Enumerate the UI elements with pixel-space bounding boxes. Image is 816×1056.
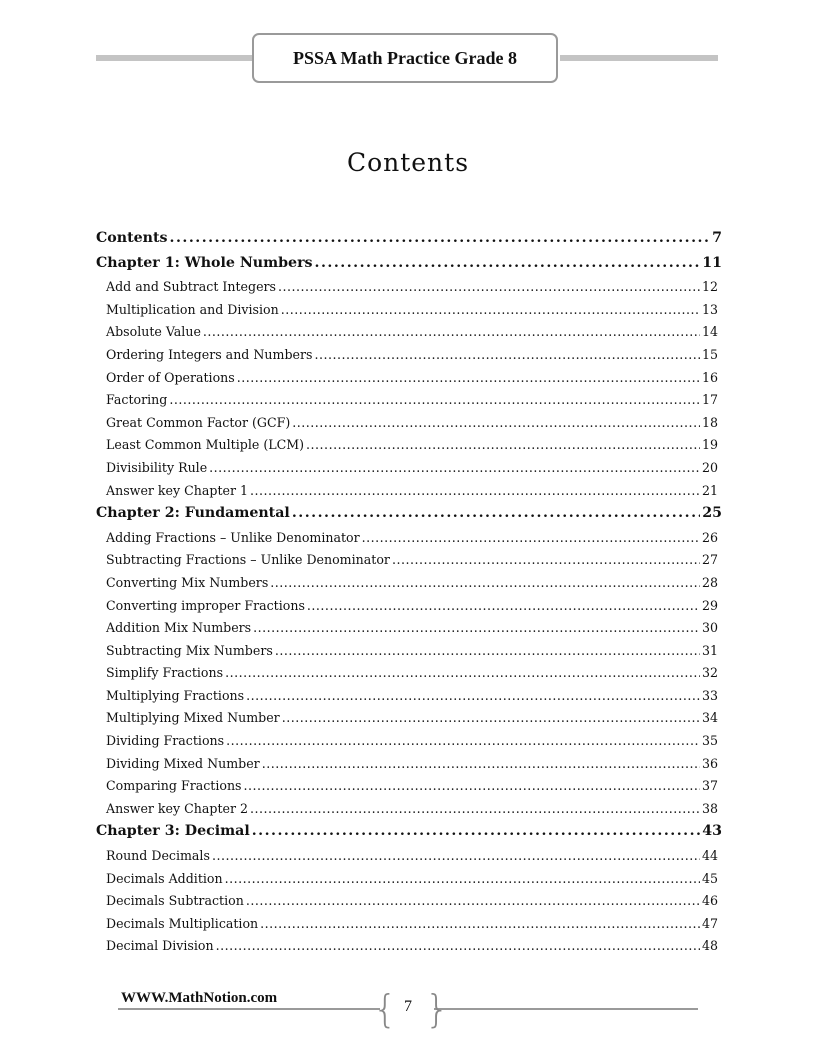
toc-entry-label: Absolute Value — [106, 324, 201, 340]
toc-entry[interactable] — [96, 801, 722, 824]
toc-entry-page: 14 — [701, 324, 718, 340]
footer-rule-right — [434, 1008, 698, 1010]
toc-entry[interactable] — [96, 938, 722, 961]
toc-dot-leader — [246, 688, 700, 703]
toc-entry-label: Order of Operations — [106, 369, 235, 385]
toc-dot-leader — [314, 347, 700, 362]
toc-entry-label: Decimals Multiplication — [106, 915, 259, 931]
left-brace-icon: { — [373, 987, 398, 1031]
toc-entry-label: Subtracting Mix Numbers — [106, 642, 273, 658]
toc-dot-leader — [252, 823, 701, 839]
toc-entry[interactable] — [96, 916, 722, 939]
toc-entry-page: 18 — [701, 414, 718, 430]
toc-entry-label: Dividing Fractions — [106, 733, 225, 749]
toc-entry-page: 37 — [701, 778, 718, 794]
toc-entry[interactable] — [96, 552, 722, 575]
toc-entry-label: Subtracting Fractions – Unlike Denominator — [106, 552, 390, 568]
toc-entry-page: 36 — [701, 755, 718, 771]
toc-dot-leader — [253, 620, 700, 635]
toc-dot-leader — [275, 643, 700, 658]
toc-entry-page: 31 — [701, 642, 718, 658]
toc-dot-leader — [292, 415, 700, 430]
toc-entry-page: 15 — [701, 346, 718, 362]
toc-entry-page: 32 — [701, 665, 718, 681]
toc-dot-leader — [282, 710, 700, 725]
toc-entry[interactable] — [96, 415, 722, 438]
toc-entry-page: 12 — [701, 279, 718, 295]
toc-entry-label: Ordering Integers and Numbers — [106, 346, 313, 362]
toc-dot-leader — [392, 552, 700, 567]
header-rule-left — [96, 55, 252, 61]
toc-entry-page: 47 — [701, 915, 718, 931]
toc-entry-page: 38 — [701, 800, 718, 816]
toc-entry[interactable] — [96, 756, 722, 779]
toc-entry-page: 28 — [701, 574, 718, 590]
toc-chapter-entry[interactable] — [96, 505, 722, 530]
right-brace-icon: } — [425, 987, 450, 1031]
toc-chapter-entry[interactable] — [96, 823, 722, 848]
toc-entry[interactable] — [96, 437, 722, 460]
toc-entry-label: Converting improper Fractions — [106, 597, 305, 613]
toc-entry[interactable] — [96, 620, 722, 643]
footer-website: WWW.MathNotion.com — [121, 990, 278, 1006]
toc-dot-leader — [362, 530, 700, 545]
toc-entry-page: 13 — [701, 301, 718, 317]
toc-entry-label: Round Decimals — [106, 848, 210, 864]
toc-entry-label: Answer key Chapter 1 — [106, 482, 248, 498]
page-number: 7 — [404, 998, 412, 1015]
page-title: Contents — [346, 148, 470, 177]
toc-dot-leader — [278, 279, 700, 294]
toc-entry-page: 19 — [701, 437, 718, 453]
toc-entry-page: 16 — [701, 369, 718, 385]
toc-dot-leader — [244, 778, 700, 793]
toc-entry-label: Divisibility Rule — [106, 459, 208, 475]
toc-dot-leader — [306, 437, 700, 452]
toc-entry-label: Contents — [96, 230, 168, 246]
toc-entry-label: Dividing Mixed Number — [106, 755, 260, 771]
toc-entry-label: Adding Fractions – Unlike Denominator — [106, 529, 360, 545]
toc-entry[interactable] — [96, 530, 722, 553]
toc-entry-label: Chapter 2: Fundamental — [96, 505, 290, 522]
toc-entry[interactable] — [96, 893, 722, 916]
toc-entry-label: Chapter 3: Decimal — [96, 823, 250, 840]
toc-entry-page: 26 — [701, 529, 718, 545]
toc-entry-page: 48 — [701, 938, 718, 954]
toc-dot-leader — [216, 938, 700, 953]
toc-entry-label: Addition Mix Numbers — [106, 620, 252, 636]
toc-entry-page: 11 — [702, 254, 722, 271]
toc-dot-leader — [212, 848, 700, 863]
toc-entry[interactable] — [96, 733, 722, 756]
toc-entry-page: 20 — [701, 459, 718, 475]
toc-entry-label: Decimals Subtraction — [106, 893, 244, 909]
toc-entry-label: Comparing Fractions — [106, 778, 242, 794]
toc-entry-label: Least Common Multiple (LCM) — [106, 437, 305, 453]
toc-entry[interactable] — [96, 483, 722, 506]
toc-chapter-entry[interactable] — [96, 230, 722, 255]
header-title: PSSA Math Practice Grade 8 — [252, 33, 558, 83]
toc-entry-label: Great Common Factor (GCF) — [106, 414, 291, 430]
toc-entry-page: 46 — [701, 893, 718, 909]
toc-dot-leader — [203, 324, 700, 339]
toc-entry-page: 30 — [701, 620, 718, 636]
toc-dot-leader — [237, 370, 700, 385]
toc-dot-leader — [250, 483, 700, 498]
toc-entry-label: Decimals Addition — [106, 870, 223, 886]
toc-entry-page: 21 — [701, 482, 718, 498]
toc-entry-page: 25 — [702, 505, 722, 522]
toc-entry-label: Simplify Fractions — [106, 665, 224, 681]
toc-dot-leader — [169, 392, 700, 407]
toc-entry-page: 17 — [701, 392, 718, 408]
toc-entry-label: Multiplying Fractions — [106, 687, 245, 703]
toc-entry[interactable] — [96, 710, 722, 733]
toc-dot-leader — [292, 505, 700, 521]
toc-entry[interactable] — [96, 347, 722, 370]
toc-entry[interactable] — [96, 665, 722, 688]
toc-entry[interactable] — [96, 598, 722, 621]
header-rule-right — [560, 55, 718, 61]
toc-entry-page: 44 — [701, 848, 718, 864]
toc-entry-label: Chapter 1: Whole Numbers — [96, 254, 313, 271]
toc-entry[interactable] — [96, 460, 722, 483]
toc-entry-label: Factoring — [106, 392, 168, 408]
toc-dot-leader — [246, 893, 700, 908]
toc-entry-page: 34 — [701, 710, 718, 726]
toc-entry[interactable] — [96, 848, 722, 871]
toc-entry-page: 7 — [712, 230, 722, 246]
toc-dot-leader — [225, 871, 700, 886]
toc-entry[interactable] — [96, 324, 722, 347]
toc-entry[interactable] — [96, 643, 722, 666]
toc-entry-page: 43 — [702, 823, 722, 840]
toc-chapter-entry[interactable] — [96, 255, 722, 280]
toc-dot-leader — [281, 302, 700, 317]
toc-entry[interactable] — [96, 688, 722, 711]
toc-entry[interactable] — [96, 871, 722, 894]
toc-entry-label: Multiplication and Division — [106, 301, 279, 317]
toc-entry-label: Converting Mix Numbers — [106, 574, 269, 590]
toc-entry[interactable] — [96, 279, 722, 302]
footer-rule-left — [118, 1008, 380, 1010]
toc-dot-leader — [226, 733, 700, 748]
toc-dot-leader — [270, 575, 700, 590]
toc-entry-page: 27 — [701, 552, 718, 568]
toc-entry-page: 33 — [701, 687, 718, 703]
toc-entry[interactable] — [96, 370, 722, 393]
toc-dot-leader — [260, 916, 700, 931]
toc-entry[interactable] — [96, 392, 722, 415]
toc-dot-leader — [225, 665, 700, 680]
toc-entry-label: Decimal Division — [106, 938, 214, 954]
toc-dot-leader — [262, 756, 700, 771]
toc-entry-label: Add and Subtract Integers — [106, 279, 277, 295]
toc-dot-leader — [307, 598, 700, 613]
toc-entry-label: Multiplying Mixed Number — [106, 710, 280, 726]
toc-entry[interactable] — [96, 778, 722, 801]
toc-dot-leader — [170, 230, 711, 246]
toc-entry-page: 35 — [701, 733, 718, 749]
toc-entry[interactable] — [96, 575, 722, 598]
toc-entry-label: Answer key Chapter 2 — [106, 800, 248, 816]
toc-entry[interactable] — [96, 302, 722, 325]
toc-entry-page: 29 — [701, 597, 718, 613]
toc-dot-leader — [315, 255, 701, 271]
toc-entry-page: 45 — [701, 870, 718, 886]
toc-dot-leader — [250, 801, 700, 816]
toc-dot-leader — [209, 460, 700, 475]
table-of-contents — [96, 230, 722, 961]
